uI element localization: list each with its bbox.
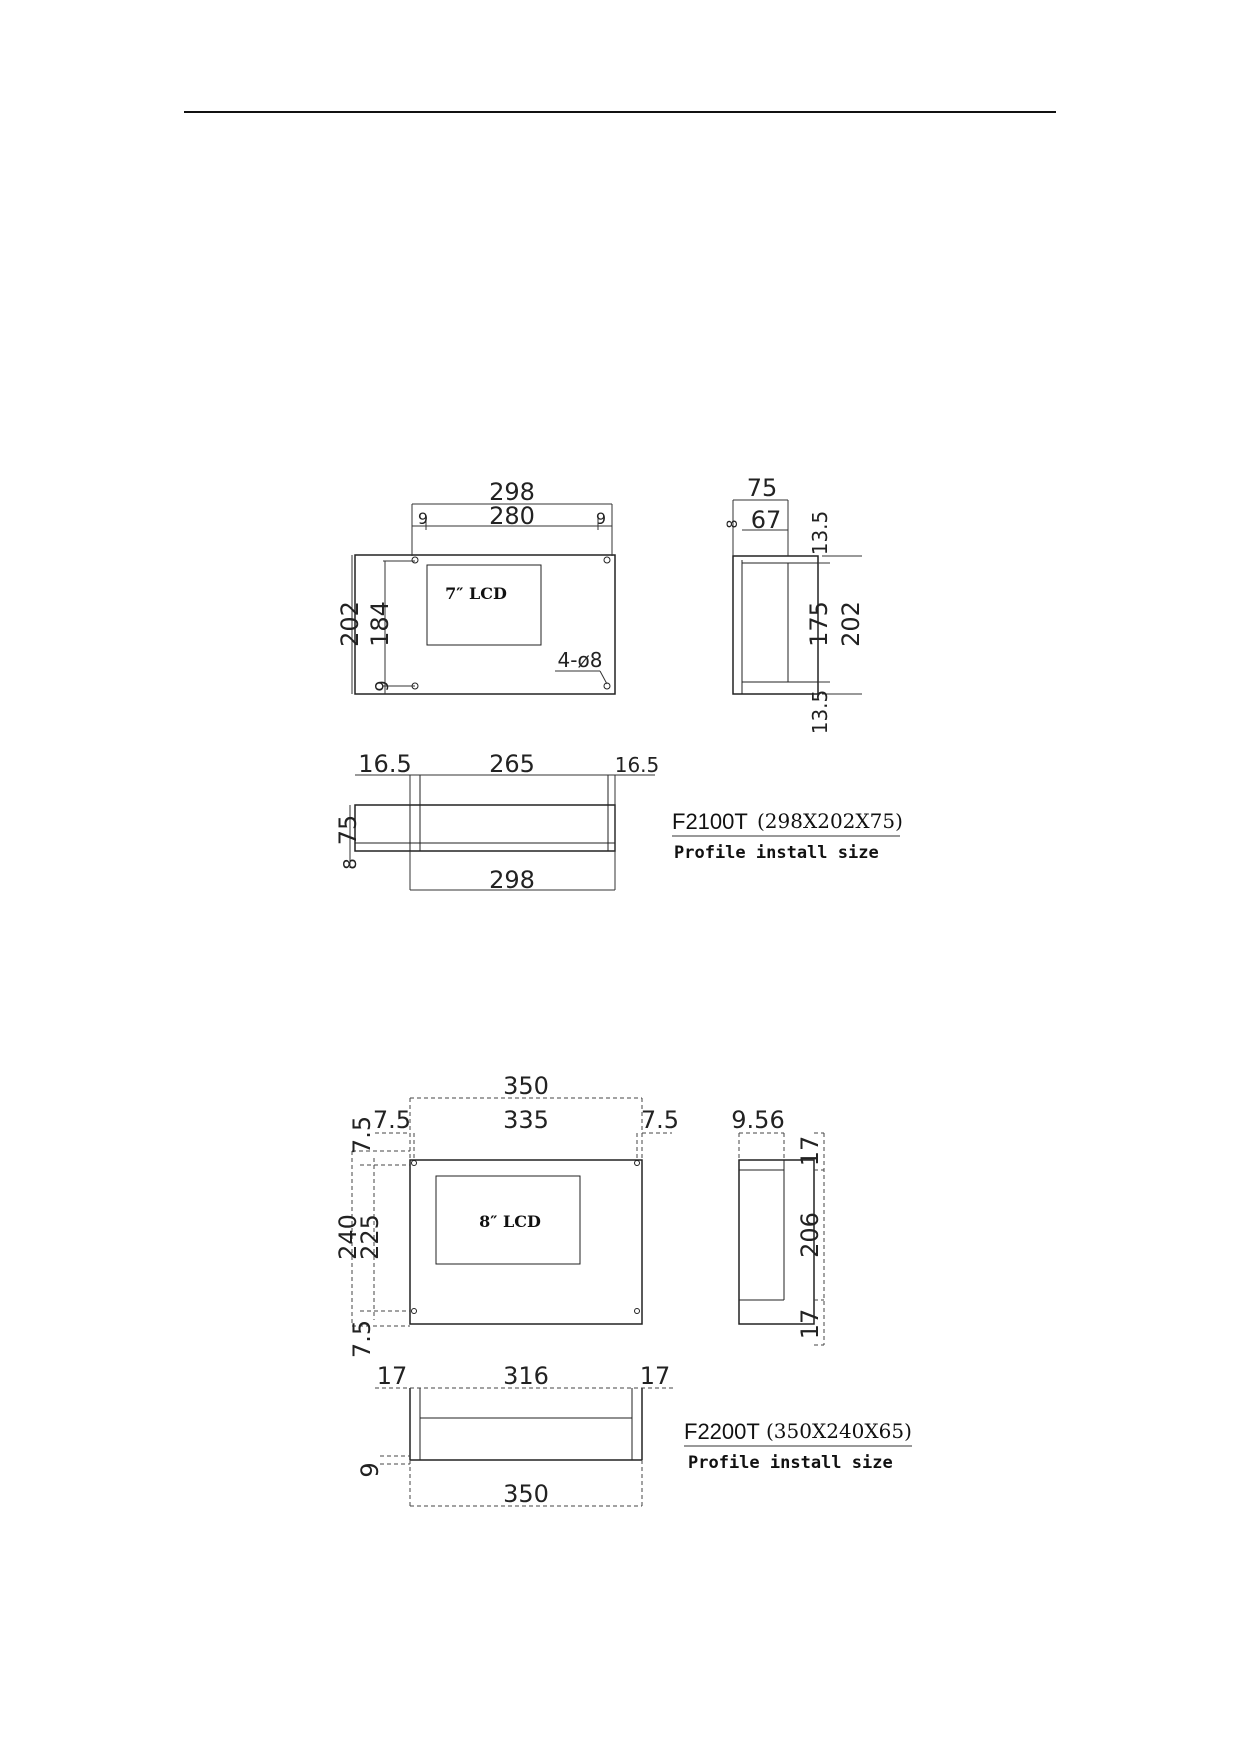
f2200t-model-size: (350X240X65) — [766, 1419, 912, 1443]
f2100t-model-size: (298X202X75) — [757, 809, 903, 833]
f2200t-front-right-offset: 7.5 — [640, 1106, 680, 1134]
f2100t-side-bottom-offset: 13.5 — [808, 689, 832, 735]
f2100t-side-top-offset: 13.5 — [808, 510, 832, 556]
f2200t-front-left-offset: 7.5 — [372, 1106, 412, 1134]
f2200t-bottom-width-total: 350 — [503, 1480, 549, 1508]
f2200t-front-top-offset: 7.5 — [348, 1115, 376, 1155]
f2200t-front-width-inner: 335 — [503, 1106, 549, 1134]
f2200t-front-width-total: 350 — [503, 1072, 549, 1100]
f2200t-profile-subtitle: Profile install size — [688, 1453, 893, 1473]
f2200t-front-bottom-offset: 7.5 — [348, 1319, 376, 1359]
f2100t-lcd-label: 7″ LCD — [445, 584, 507, 603]
f2200t-side-top-offset: 17 — [796, 1135, 824, 1167]
f2200t-bottom-height-bottom: 9 — [356, 1462, 384, 1478]
f2200t-lcd-label: 8″ LCD — [479, 1212, 541, 1231]
f2100t-front-right-offset: 9 — [595, 509, 607, 528]
f2200t-front-height-inner: 225 — [356, 1214, 384, 1260]
f2100t-front-height-inner: 184 — [366, 601, 394, 647]
f2200t-model-name: F2200T — [684, 1419, 760, 1444]
f2100t-front-height-total: 202 — [336, 601, 364, 647]
f2100t-side-depth-offset: 8 — [725, 519, 741, 529]
f2200t-caption — [684, 1419, 912, 1473]
f2200t-side-height-inner: 206 — [796, 1212, 824, 1258]
f2100t-caption — [672, 809, 903, 863]
f2100t-side-height-inner: 175 — [805, 601, 833, 647]
f2100t-bottom-width-total: 298 — [489, 866, 535, 894]
f2100t-model-name: F2100T — [672, 809, 748, 834]
f2100t-profile-subtitle: Profile install size — [674, 843, 879, 863]
f2100t-front-left-offset: 9 — [417, 509, 429, 528]
f2100t-front-bottom-offset: 9 — [372, 680, 393, 692]
f2200t-bottom-left: 17 — [376, 1362, 408, 1390]
f2100t-side-height-total: 202 — [837, 601, 865, 647]
f2100t-front-width-total: 298 — [489, 478, 535, 506]
f2100t-bottom-left: 16.5 — [358, 750, 412, 778]
f2100t-side-depth-total: 75 — [746, 474, 778, 502]
f2100t-bottom-middle: 265 — [489, 750, 535, 778]
f2200t-side-depth-offset: 9.56 — [731, 1106, 785, 1134]
f2100t-bottom-height-bottom: 8 — [340, 858, 361, 870]
f2100t-bottom-height-left: 75 — [334, 814, 362, 846]
f2200t-bottom-right: 17 — [639, 1362, 671, 1390]
f2100t-side-depth-inner: 67 — [750, 506, 782, 534]
f2100t-front-width-inner: 280 — [489, 502, 535, 530]
f2100t-bottom-right: 16.5 — [614, 753, 660, 777]
f2200t-bottom-middle: 316 — [503, 1362, 549, 1390]
f2100t-holes-label: 4-ø8 — [557, 648, 603, 672]
f2200t-side-bottom-offset: 17 — [796, 1308, 824, 1340]
f2200t-front-height-total: 240 — [334, 1214, 362, 1260]
